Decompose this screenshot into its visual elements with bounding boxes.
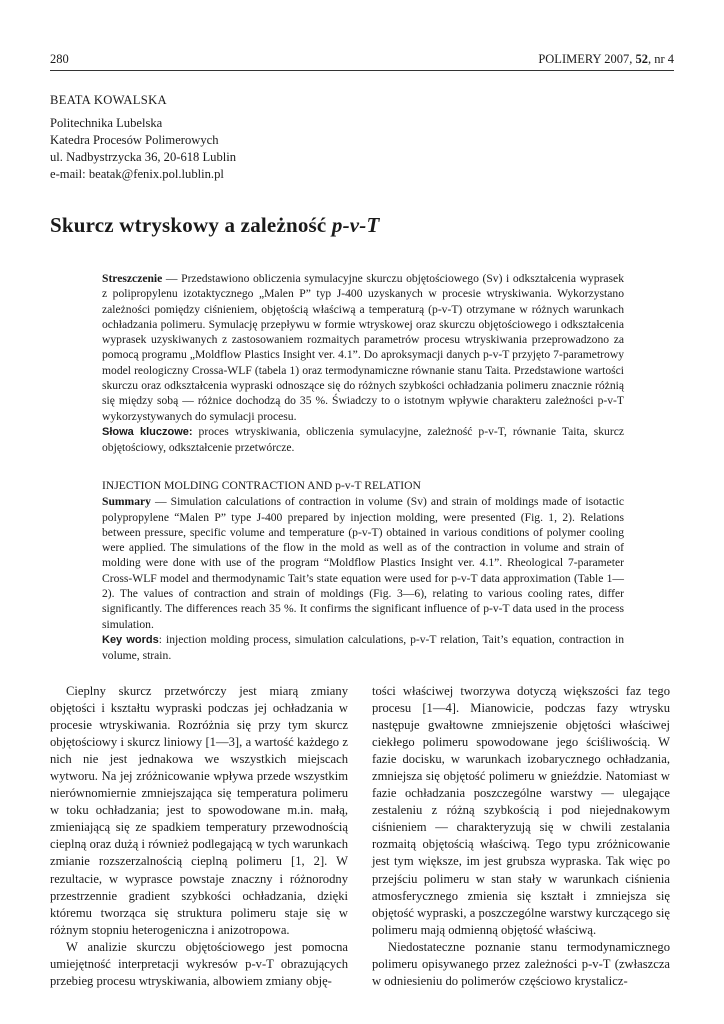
keywords-en-paragraph: [102, 632, 624, 664]
body-column-right: [372, 683, 670, 990]
body-paragraph: Niedostateczne poznanie stanu termodynamicznego polimeru opisywanego przez zależności p-v-T (zwłaszcza w odniesieniu do polimerów częściowo krystalicz-: [372, 939, 670, 988]
abstract-pl-paragraph: [102, 271, 624, 424]
body-paragraph: Cieplny skurcz przetwórczy jest miarą zmiany objętości i kształtu wypraski podczas jej ochładzania w procesie wtryskiwania. Rozróżnia się przy tym skurcz objętościowy i skurcz liniowy [1—3], a wartość każdego z nich nie jest jednakowa we wszystkich miejscach wytworu. Na jej zróżnicowanie wpływa przede wszystkim nierównomiernie zmniejszająca się temperatura polimeru w toku ochładzania; jest to spowodowane m.in. małą, zmieniającą się ze spadkiem temperatury przewodnością cieplną oraz dużą i również podlegającą w tych warunkach zmianie rozszerzalnością cieplną polimeru [1, 2]. W rezultacie, w wyprasce powstaje znaczny i różnorodny przestrzennie gradient szybkości ochładzania, dzięki któremu tworząca się struktura polimeru staje się w różnym stopniu heterogeniczna i anizotropowa.: [50, 684, 348, 937]
keywords-pl-paragraph: [102, 424, 624, 456]
abstract-pl-text: — Przedstawiono obliczenia symulacyjne skurczu objętościowego (Sv) i odkształcenia wyprasek z polipropylenu izotaktycznego „Malen P” typ J-400 uzyskanych w procesie wtryskiwania. Wykorzystano zależności pomiędzy ciśnieniem, objętością właściwą a temperaturą (p-v-T) otrzymane w różnych warunkach ochładzania polimeru. Symulację przepływu w formie wtryskowej oraz skurczu objętościowego i odkształcenia wyprasek uzyskiwanych z zastosowaniem rozmaitych parametrów procesu wtryskiwania przeprowadzono za pomocą programu „Moldflow Plastics Insight ver. 4.1”. Do aproksymacji danych p-v-T przyjęto 7-parametrowy model reologiczny Crossa-WLF (tabela 1) oraz termodynamiczne równanie stanu Taita. Przedstawione wartości skurczu oraz odkształcenia wypraski odnoszące się do różnych szybkości ochładzania polimeru znacznie różnią się między sobą — różnice dochodzą do 35 %. Świadczy to o istotnym wpływie charakteru zależności p-v-T wykorzystywanych do symulacji procesu.: [102, 272, 624, 423]
author-email: e-mail: beatak@fenix.pol.lublin.pl: [50, 167, 224, 181]
body-paragraph: W analizie skurczu objętościowego jest pomocna umiejętność interpretacji wykresów p-v-T obrazujących przebieg procesu wtryskiwania, albowiem zmiany obję-: [50, 939, 348, 988]
affiliation-line: Politechnika Lubelska: [50, 116, 163, 130]
body-paragraph: tości właściwej tworzywa dotyczą większości faz tego procesu [1—4]. Mianowicie, podczas fazy wtrysku następuje gwałtowne zmniejszenie objętości właściwej ciekłego polimeru spowodowane jego ściśliwością. W fazie docisku, w warunkach izobarycznego ochładzania, zmniejsza się objętość polimeru w gnieździe. Natomiast w fazie ochładzania poszczególne warstwy — ulegające zestaleniu z różną szybkością i pod niejednakowym ciśnieniem — charakteryzują się w chwili zestalania rozmaitą objętością właściwą. Tego typu zróżnicowanie jest tym większe, im jest grubsza wypraska. Tak więc po przejściu polimeru w stan stały w warunkach ciśnienia atmosferycznego zmienia się kształt i zmniejsza się objętość wypraski, a poszczególne warstwy kurczącego się polimeru mają odmienną objętość właściwą.: [372, 684, 670, 937]
abstract-polish: [102, 271, 624, 456]
abstract-pl-label: Streszczenie: [102, 272, 163, 285]
author-block: [50, 92, 236, 183]
journal-citation: [538, 52, 674, 67]
body-column-left: [50, 683, 348, 990]
english-title: INJECTION MOLDING CONTRACTION AND p-v-T RELATION: [102, 479, 421, 492]
affiliation-line: Katedra Procesów Polimerowych: [50, 133, 219, 147]
page-number: 280: [50, 52, 69, 66]
title-pvt: p-v-T: [331, 213, 380, 237]
keywords-pl-text: proces wtryskiwania, obliczenia symulacyjne, zależność p-v-T, równanie Taita, skurcz objętościowy, odkształcenie przetwórcze.: [102, 424, 624, 455]
journal-issue: , nr 4: [647, 52, 674, 66]
abstract-en-text: — Simulation calculations of contraction in volume (Sv) and strain of moldings made of isotactic polypropylene “Malen P” type J-400 prepared by injection molding, were presented (Fig. 1, 2). Relations between pressure, specific volume and temperature (p-v-T) obtained in various conditions of polymer cooling were applied. The simulations of the flow in the mold as well as of the contraction in volume and strain of molding were done with use of the program “Moldflow Plastics Insight ver. 4.1”. Rheological 7-parameter Cross-WLF model and thermodynamic Tait’s state equation were used for p-v-T data approximation (Table 1—2). The values of contraction and strain of moldings (Fig. 3—6), relating to various cooling rates, differ significantly. The differences reach 35 %. It confirms the significant influence of p-v-T data used in the process simulation.: [102, 495, 624, 631]
keywords-pl-label: Słowa kluczowe:: [102, 425, 193, 438]
affiliation-line: ul. Nadbystrzycka 36, 20-618 Lublin: [50, 150, 237, 164]
keywords-en-label: Key words: [102, 633, 159, 646]
title-main: Skurcz wtryskowy a zależność: [50, 213, 332, 237]
running-header: [50, 52, 674, 67]
journal-name: POLIMERY 2007,: [538, 52, 636, 66]
abstract-en-paragraph: [102, 494, 624, 632]
keywords-en-text: : injection molding process, simulation calculations, p-v-T relation, Tait’s equation, contraction in volume, strain.: [102, 632, 624, 663]
abstract-english: [102, 478, 624, 664]
header-rule: [50, 70, 674, 71]
author-name: BEATA KOWALSKA: [50, 93, 167, 107]
article-title: [50, 213, 380, 238]
abstract-en-label: Summary: [102, 495, 151, 509]
journal-volume: 52: [635, 52, 648, 66]
